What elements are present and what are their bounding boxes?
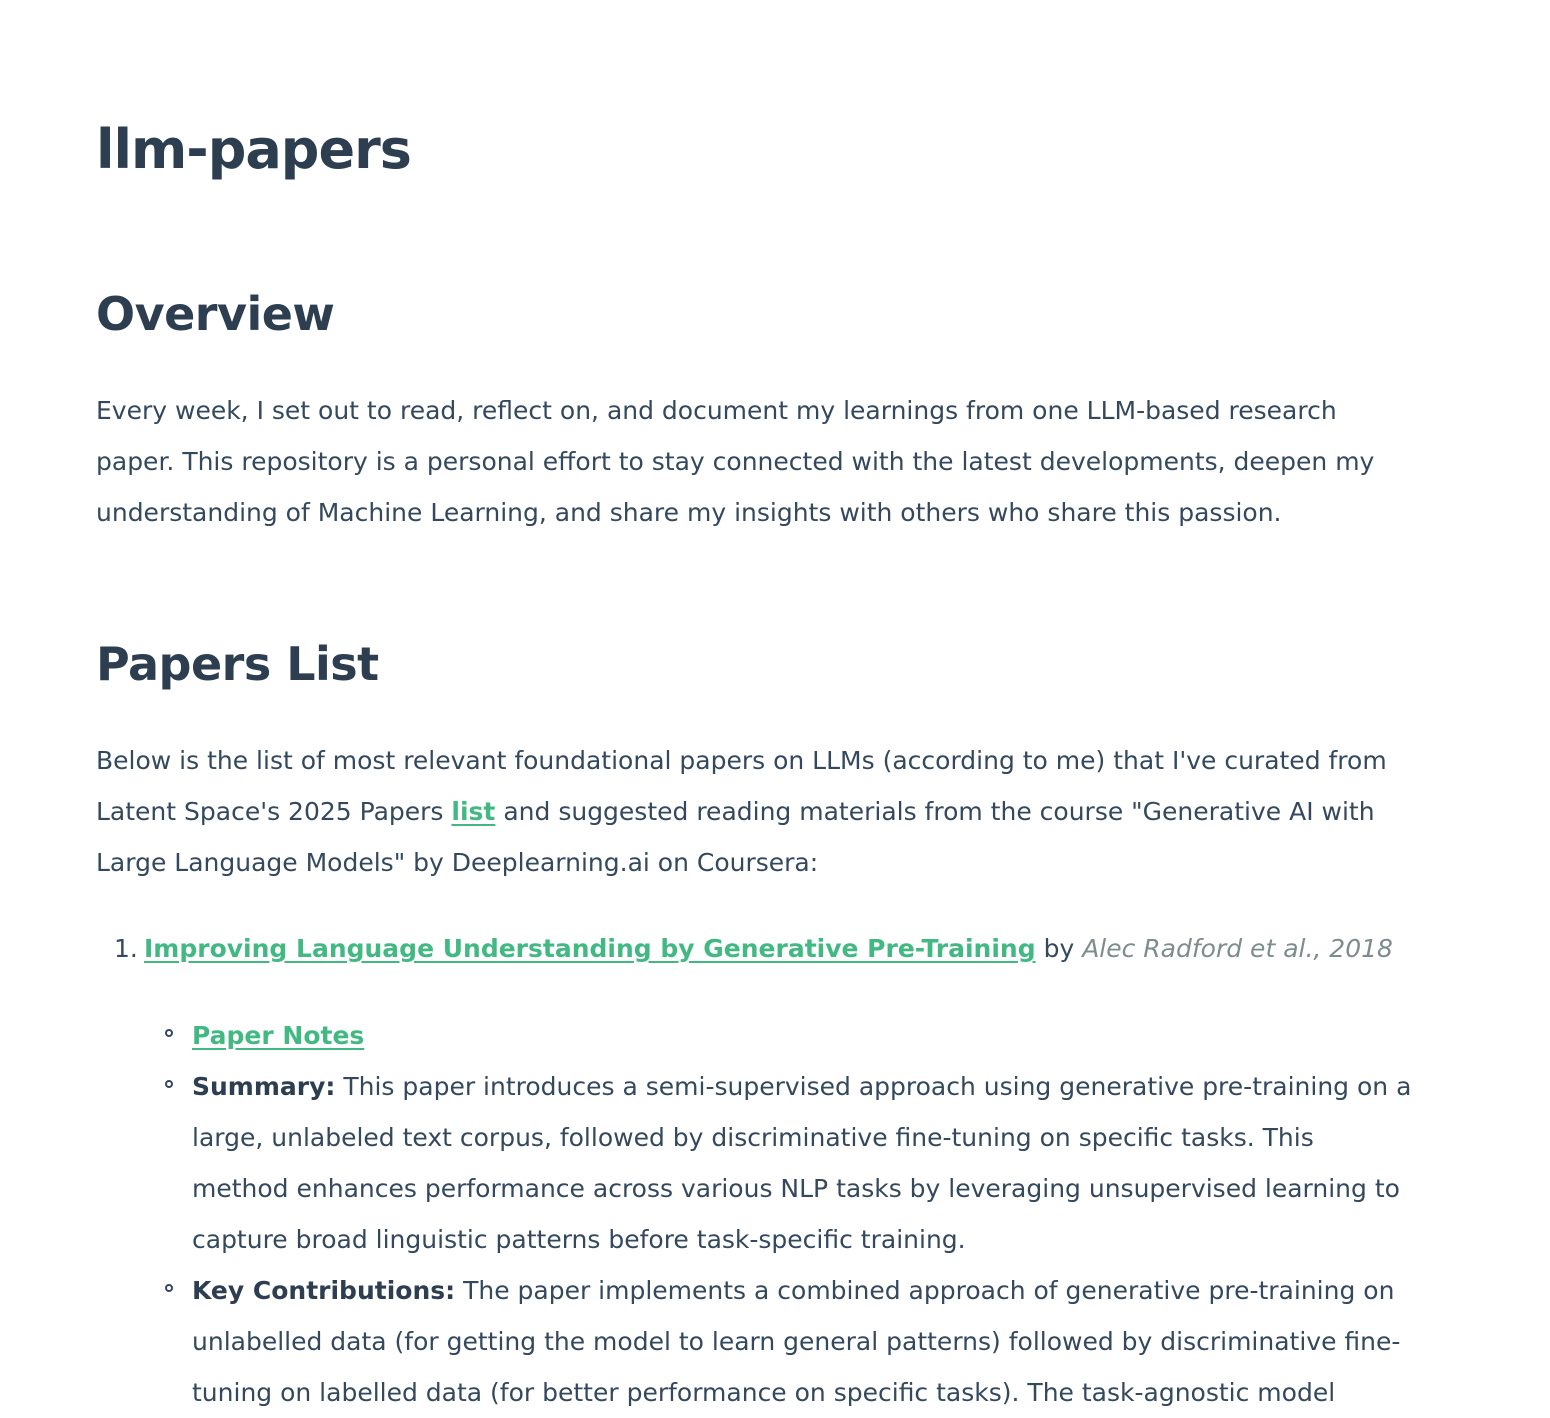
page-title: llm-papers [96, 118, 411, 181]
paper-authors: Alec Radford et al., 2018 [1082, 934, 1393, 963]
paper-item [96, 923, 1416, 1418]
paper-details-list [144, 1010, 1416, 1418]
summary-text: This paper introduces a semi-supervised approach using generative pre-training on a large, unlabeled text corpus, followed by discriminative fine-tuning on specific tasks. This method enhances performance across various NLP tasks by leveraging unsupervised learning to capture broad linguistic patterns before task-specific training. [192, 1072, 1412, 1254]
paper-summary-item [144, 1061, 1416, 1265]
circle-bullet-icon [165, 1029, 173, 1037]
intro-text-after: and suggested reading materials from the course "Generative AI with Large Language Models" by Deeplearning.ai on Coursera: [96, 797, 1375, 877]
circle-bullet-icon [165, 1080, 173, 1088]
papers-intro-paragraph [96, 735, 1406, 888]
circle-bullet-icon [165, 1284, 173, 1292]
paper-title-link[interactable]: Improving Language Understanding by Generative Pre-Training [144, 934, 1036, 963]
contributions-text: The paper implements a combined approach of generative pre-training on unlabelled data (for getting the model to learn general patterns) followed by discriminative fine-tuning on labelled data (for better performance on specific tasks). The task-agnostic model [192, 1276, 1401, 1407]
intro-text-before: Below is the list of most relevant foundational papers on LLMs (according to me) that I've curated from Latent Space's 2025 Papers [96, 746, 1387, 826]
paper-by: by [1035, 934, 1083, 963]
overview-paragraph: Every week, I set out to read, reflect on, and document my learnings from one LLM-based research paper. This repository is a personal effort to stay connected with the latest developments, deepen my understanding of Machine Learning, and share my insights with others who share this passion. [96, 396, 1375, 527]
overview-heading: Overview [96, 287, 335, 341]
summary-label: Summary: [192, 1072, 336, 1101]
paper-contributions-item [144, 1265, 1416, 1418]
latent-space-list-link[interactable]: list [451, 797, 496, 826]
paper-number: 1. [114, 934, 138, 963]
contributions-label: Key Contributions: [192, 1276, 456, 1305]
paper-notes-item [144, 1010, 1416, 1061]
papers-list-heading: Papers List [96, 637, 379, 691]
papers-ordered-list [96, 923, 1416, 1418]
paper-notes-link[interactable]: Paper Notes [192, 1021, 365, 1050]
paper-title-line [144, 923, 1416, 974]
